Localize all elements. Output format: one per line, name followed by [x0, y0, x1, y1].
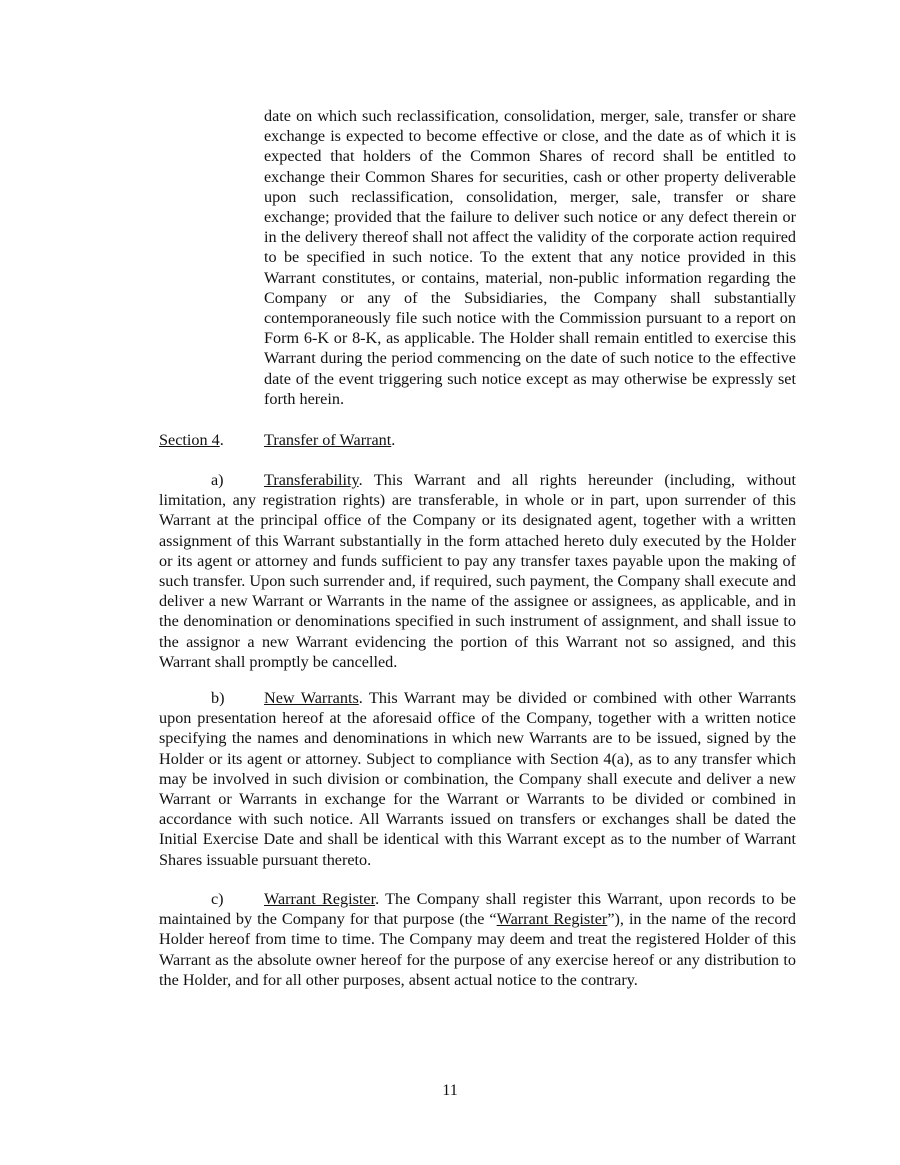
section-number-suffix: . [219, 431, 224, 449]
paragraph-body: This Warrant may be divided or combined with other Warrants upon presentation hereof at the aforesaid office of the Company, together with a written notice specifying the names and denominations in which new Warrants are to be issued, signed by the Holder or its agent or attorney. Subject to compliance with Section 4(a), as to any transfer which may be involved in such division or combination, the Company shall execute and deliver a new Warrant or Warrants in exchange for the Warrant or Warrants to be divided or combined in accordance with such notice. All Warrants issued on transfers or exchanges shall be dated the Initial Exercise Date and shall be identical with this Warrant except as to the number of Warrant Shares issuable pursuant thereto. [159, 689, 796, 869]
page-number: 11 [442, 1081, 458, 1099]
section-title: Transfer of Warrant [264, 431, 392, 449]
paragraph-heading-suffix: . [375, 890, 380, 908]
paragraph-heading-suffix: . [358, 471, 363, 489]
paragraph-warrant-register [159, 889, 796, 990]
paragraph-heading-suffix: . [358, 689, 363, 707]
paragraph-marker: a) [211, 471, 224, 489]
paragraph-heading: Warrant Register [264, 890, 376, 908]
paragraph-body-start: The Company shall register this Warrant, upon records to be maintained by the Company for that purpose (the “ [159, 890, 796, 929]
paragraph-transferability [159, 470, 796, 672]
paragraph-new-warrants [159, 688, 796, 870]
continuation-paragraph: date on which such reclassification, consolidation, merger, sale, transfer or share exchange is expected to become effective or close, and the date as of which it is expected that holders of the Common Shares of record shall be entitled to exchange their Common Shares for securities, cash or other property deliverable upon such reclassification, consolidation, merger, sale, transfer or share exchange; provided that the failure to deliver such notice or any defect therein or in the delivery thereof shall not affect the validity of the corporate action required to be specified in such notice. To the extent that any notice provided in this Warrant constitutes, or contains, material, non-public information regarding the Company or any of the Subsidiaries, the Company shall substantially contemporaneously file such notice with the Commission pursuant to a report on Form 6-K or 8-K, as applicable. The Holder shall remain entitled to exercise this Warrant during the period commencing on the date of such notice to the effective date of the event triggering such notice except as may otherwise be expressly set forth herein. [264, 107, 796, 408]
paragraph-body-end: ”), in the name of the record Holder hereof from time to time. The Company may deem and treat the registered Holder of this Warrant as the absolute owner hereof for the purpose of any exercise hereof or any distribution to the Holder, and for all other purposes, absent actual notice to the contrary. [159, 910, 796, 989]
section-title-suffix: . [391, 431, 396, 449]
paragraph-marker: b) [211, 689, 225, 707]
section-heading [159, 430, 799, 450]
section-number: Section 4 [159, 431, 220, 449]
section-number-wrap [159, 430, 264, 450]
paragraph-heading: New Warrants [264, 689, 359, 707]
paragraph-heading: Transferability [264, 471, 359, 489]
defined-term: Warrant Register [496, 910, 608, 929]
paragraph-body: This Warrant and all rights hereunder (including, without limitation, any registration rights) are transferable, in whole or in part, upon surrender of this Warrant at the principal office of the Company or its designated agent, together with a written assignment of this Warrant substantially in the form attached hereto duly executed by the Holder or its agent or attorney and funds sufficient to pay any transfer taxes payable upon the making of such transfer. Upon such surrender and, if required, such payment, the Company shall execute and deliver a new Warrant or Warrants in the name of the assignee or assignees, as applicable, and in the denomination or denominations specified in such instrument of assignment, and shall issue to the assignor a new Warrant evidencing the portion of this Warrant not so assigned, and this Warrant shall promptly be cancelled. [159, 471, 796, 671]
paragraph-marker: c) [211, 890, 224, 908]
